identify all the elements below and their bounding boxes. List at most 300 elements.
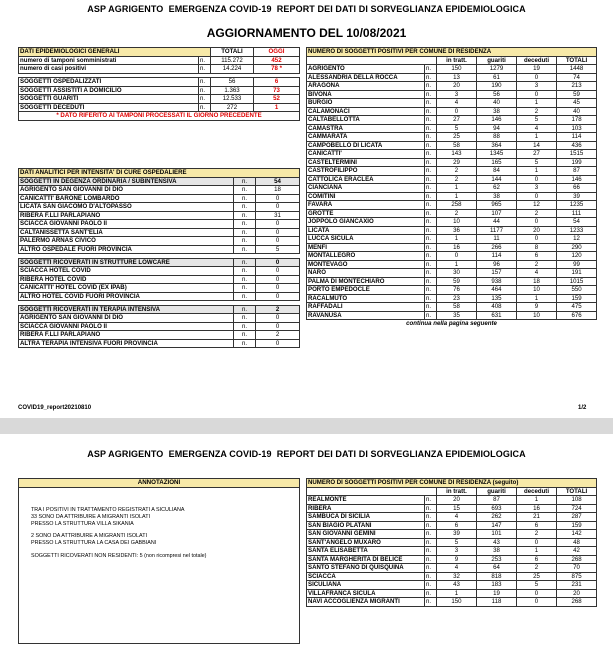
table-row bbox=[19, 331, 300, 340]
table-cell: 262 bbox=[477, 513, 517, 522]
table-cell: 2 bbox=[437, 175, 477, 184]
table-row bbox=[307, 572, 597, 581]
table-cell: SAN BIAGIO PLATANI bbox=[307, 521, 425, 530]
table-cell: 287 bbox=[557, 513, 597, 522]
table-cell: n. bbox=[425, 294, 437, 303]
table-cell: 199 bbox=[557, 158, 597, 167]
report-page-2 bbox=[0, 434, 613, 653]
table-cell: 0 bbox=[256, 203, 300, 212]
table-cell: n. bbox=[425, 496, 437, 505]
table-cell: CALAMONACI bbox=[307, 107, 425, 116]
table-cell: 1 bbox=[437, 235, 477, 244]
table-cell: 96 bbox=[477, 260, 517, 269]
table-cell: 6 bbox=[517, 555, 557, 564]
table-cell: 5 bbox=[517, 158, 557, 167]
table-cell: NAVI ACCOGLIENZA MIGRANTI bbox=[307, 598, 425, 607]
table-cell: NUMERO DI SOGGETTI POSITIVI PER COMUNE DI RESIDENZA (seguito) bbox=[307, 479, 597, 488]
table-cell: CAMPOBELLO DI LICATA bbox=[307, 141, 425, 150]
table-cell: SOGGETTI RICOVERATI IN STRUTTURE LOWCARE bbox=[19, 258, 234, 267]
table-cell: 1 bbox=[517, 496, 557, 505]
table-cell: 39 bbox=[557, 192, 597, 201]
table-cell: 21 bbox=[517, 513, 557, 522]
table-cell: 268 bbox=[557, 555, 597, 564]
table-cell: n. bbox=[234, 292, 256, 301]
table-cell: n. bbox=[425, 260, 437, 269]
table-row bbox=[307, 201, 597, 210]
table-row bbox=[307, 243, 597, 252]
table-cell: n. bbox=[425, 235, 437, 244]
table-cell: 70 bbox=[557, 564, 597, 573]
table-cell: n. bbox=[425, 133, 437, 142]
table-cell: SOGGETTI RICOVERATI IN TERAPIA INTENSIVA bbox=[19, 305, 234, 314]
table-cell: n. bbox=[425, 269, 437, 278]
update-title: AGGIORNAMENTO DEL 10/08/2021 bbox=[206, 26, 407, 40]
table-cell: 183 bbox=[477, 581, 517, 590]
table-cell: 0 bbox=[256, 292, 300, 301]
table-cell: 1515 bbox=[557, 150, 597, 159]
hospital-data-table bbox=[18, 168, 300, 348]
table-cell: 1177 bbox=[477, 226, 517, 235]
comuni-header-row bbox=[307, 487, 597, 496]
table-cell: 157 bbox=[477, 269, 517, 278]
table-cell: 30 bbox=[437, 269, 477, 278]
table-cell: 9 bbox=[437, 555, 477, 564]
table-row bbox=[307, 277, 597, 286]
table-cell: 35 bbox=[437, 311, 477, 320]
table-cell: 0 bbox=[256, 228, 300, 237]
table-cell: REALMONTE bbox=[307, 496, 425, 505]
table-cell: 87 bbox=[557, 167, 597, 176]
table-cell: n. bbox=[425, 277, 437, 286]
table-cell: 114 bbox=[477, 252, 517, 261]
table-row bbox=[307, 65, 597, 74]
table-cell: 43 bbox=[437, 581, 477, 590]
table-cell: n. bbox=[425, 209, 437, 218]
table-row bbox=[19, 95, 300, 104]
table-cell: MONTEVAGO bbox=[307, 260, 425, 269]
table-row bbox=[307, 496, 597, 505]
table-row bbox=[307, 564, 597, 573]
hospital-title-row bbox=[19, 169, 300, 178]
table-cell: 13 bbox=[437, 73, 477, 82]
table-row bbox=[307, 303, 597, 312]
table-cell: 1.363 bbox=[211, 86, 254, 95]
table-cell: n. bbox=[425, 226, 437, 235]
table-cell: 1235 bbox=[557, 201, 597, 210]
table-cell: n. bbox=[425, 504, 437, 513]
table-cell: 54 bbox=[256, 177, 300, 186]
table-cell: n. bbox=[234, 237, 256, 246]
table-cell: 1 bbox=[437, 192, 477, 201]
table-cell: TOTALI bbox=[557, 56, 597, 65]
table-cell: n. bbox=[234, 258, 256, 267]
table-cell: 56 bbox=[211, 78, 254, 87]
table-cell: 1 bbox=[254, 103, 300, 112]
table-cell: 550 bbox=[557, 286, 597, 295]
table-cell: n. bbox=[425, 581, 437, 590]
table-cell: RIBERA F.LLI PARLAPIANO bbox=[19, 211, 234, 220]
table-cell: CAMMARATA bbox=[307, 133, 425, 142]
table-cell: 147 bbox=[477, 521, 517, 530]
table-cell: 73 bbox=[254, 86, 300, 95]
table-cell: guariti bbox=[477, 56, 517, 65]
table-cell: 4 bbox=[437, 99, 477, 108]
table-cell: 1 bbox=[517, 294, 557, 303]
table-row bbox=[307, 260, 597, 269]
table-cell: 1233 bbox=[557, 226, 597, 235]
annotation-line: 33 SONO DA ATTRIBUIRE A MIGRANTI ISOLATI bbox=[31, 513, 151, 520]
table-cell: n. bbox=[425, 201, 437, 210]
table-cell: 0 bbox=[437, 107, 477, 116]
table-cell: 0 bbox=[256, 220, 300, 229]
table-row bbox=[19, 322, 300, 331]
table-cell: 191 bbox=[557, 269, 597, 278]
table-row bbox=[307, 547, 597, 556]
table-cell: MONTALLEGRO bbox=[307, 252, 425, 261]
table-cell: 0 bbox=[437, 252, 477, 261]
table-row bbox=[19, 103, 300, 112]
table-cell: RIBERA F.LLI PARLAPIANO bbox=[19, 331, 234, 340]
table-cell: VILLAFRANCA SICULA bbox=[307, 589, 425, 598]
table-cell: n. bbox=[199, 103, 211, 112]
annotation-line: PRESSO LA STRUTTURA LA CASA DEI GABBIANI bbox=[31, 540, 157, 547]
table-cell: 142 bbox=[557, 530, 597, 539]
footer-filename: COVID19_report20210810 bbox=[18, 405, 92, 411]
table-cell: 178 bbox=[557, 116, 597, 125]
table-cell: PALERMO ARNAS CIVICO bbox=[19, 237, 234, 246]
table-cell: 59 bbox=[557, 90, 597, 99]
annotation-line: PRESSO LA STRUTTURA VILLA SIKANIA bbox=[31, 520, 134, 527]
table-row bbox=[307, 504, 597, 513]
table-cell: continua nella pagina seguente bbox=[406, 320, 497, 328]
table-cell: 16 bbox=[437, 243, 477, 252]
table-cell: n. bbox=[234, 314, 256, 323]
table-row bbox=[307, 218, 597, 227]
table-cell: 27 bbox=[517, 150, 557, 159]
table-cell: n. bbox=[234, 284, 256, 293]
table-cell: 115.272 bbox=[211, 56, 254, 65]
table-cell: n. bbox=[234, 245, 256, 254]
table-cell: 14.224 bbox=[211, 65, 254, 74]
table-cell: n. bbox=[425, 547, 437, 556]
table-cell: 38 bbox=[477, 192, 517, 201]
table-cell: SOGGETTI GUARITI bbox=[19, 95, 199, 104]
table-cell: 938 bbox=[477, 277, 517, 286]
table-cell: 0 bbox=[256, 258, 300, 267]
table-cell: 6 bbox=[254, 78, 300, 87]
page-header: ASP AGRIGENTO EMERGENZA COVID-19 REPORT DEI DATI DI SORVEGLIANZA EPIDEMIOLOGICA bbox=[87, 4, 526, 14]
table-cell: AGRIGENTO SAN GIOVANNI DI DIO bbox=[19, 314, 234, 323]
table-cell: 103 bbox=[557, 124, 597, 133]
table-cell: 452 bbox=[254, 56, 300, 65]
table-cell: LUCCA SICULA bbox=[307, 235, 425, 244]
table-row bbox=[307, 294, 597, 303]
table-cell: 1 bbox=[517, 99, 557, 108]
table-cell: 10 bbox=[517, 286, 557, 295]
table-cell: 120 bbox=[557, 252, 597, 261]
table-cell: 18 bbox=[256, 186, 300, 195]
page-header-2: ASP AGRIGENTO EMERGENZA COVID-19 REPORT DEI DATI DI SORVEGLIANZA EPIDEMIOLOGICA bbox=[87, 449, 526, 459]
table-cell: 290 bbox=[557, 243, 597, 252]
table-row bbox=[307, 141, 597, 150]
table-cell: ALTRA TERAPIA INTENSIVA FUORI PROVINCIA bbox=[19, 339, 234, 348]
table-cell: n. bbox=[234, 275, 256, 284]
table-cell: 1 bbox=[517, 547, 557, 556]
table-cell: n. bbox=[425, 555, 437, 564]
table-row bbox=[19, 292, 300, 301]
table-cell: 0 bbox=[517, 73, 557, 82]
table-cell: DATI ANALITICI PER INTENSITA' DI CURE OSPEDALIERE bbox=[19, 169, 300, 178]
table-cell: 1 bbox=[517, 133, 557, 142]
table-cell: 19 bbox=[517, 65, 557, 74]
table-cell: deceduti bbox=[517, 487, 557, 496]
table-cell: 724 bbox=[557, 504, 597, 513]
table-cell: 32 bbox=[437, 572, 477, 581]
table-cell: n. bbox=[425, 141, 437, 150]
table-cell: 408 bbox=[477, 303, 517, 312]
table-cell: n. bbox=[425, 564, 437, 573]
table-cell: 29 bbox=[437, 158, 477, 167]
table-row bbox=[19, 177, 300, 186]
table-cell: 66 bbox=[557, 184, 597, 193]
table-cell: 693 bbox=[477, 504, 517, 513]
table-cell: n. bbox=[425, 167, 437, 176]
table-row bbox=[307, 209, 597, 218]
table-cell: n. bbox=[234, 339, 256, 348]
table-cell: 9 bbox=[517, 303, 557, 312]
table-cell: 76 bbox=[437, 286, 477, 295]
table-cell: CANICATTI' HOTEL COVID (EX IPAB) bbox=[19, 284, 234, 293]
table-cell: n. bbox=[234, 228, 256, 237]
table-cell: 40 bbox=[557, 107, 597, 116]
table-cell: 253 bbox=[477, 555, 517, 564]
table-cell: 965 bbox=[477, 201, 517, 210]
table-cell: SOGGETTI ASSISTITI A DOMICILIO bbox=[19, 86, 199, 95]
table-cell: 6 bbox=[437, 521, 477, 530]
comuni-title-row bbox=[307, 48, 597, 57]
table-cell: 4 bbox=[517, 124, 557, 133]
table-cell: n. bbox=[425, 107, 437, 116]
table-cell: 0 bbox=[256, 267, 300, 276]
table-cell: MENFI bbox=[307, 243, 425, 252]
table-row bbox=[307, 286, 597, 295]
table-row bbox=[19, 211, 300, 220]
general-data-table bbox=[18, 47, 300, 121]
table-cell: 4 bbox=[437, 513, 477, 522]
table-cell: 43 bbox=[477, 538, 517, 547]
table-cell: TOTALI bbox=[557, 487, 597, 496]
table-cell: 190 bbox=[477, 82, 517, 91]
table-cell: CAMASTRA bbox=[307, 124, 425, 133]
table-cell: n. bbox=[234, 305, 256, 314]
table-row bbox=[307, 252, 597, 261]
table-cell: 165 bbox=[477, 158, 517, 167]
table-cell: 213 bbox=[557, 82, 597, 91]
table-cell: SAN GIOVANNI GEMINI bbox=[307, 530, 425, 539]
table-cell: SANT'ANGELO MUXARO bbox=[307, 538, 425, 547]
table-cell: CASTELTERMINI bbox=[307, 158, 425, 167]
table-cell: 0 bbox=[256, 339, 300, 348]
table-cell: 44 bbox=[477, 218, 517, 227]
table-cell: FAVARA bbox=[307, 201, 425, 210]
table-cell: numero di tamponi somministrati bbox=[19, 56, 199, 65]
table-cell: 10 bbox=[437, 218, 477, 227]
table-cell: 10 bbox=[517, 311, 557, 320]
table-cell: n. bbox=[234, 331, 256, 340]
table-cell: AGRIGENTO bbox=[307, 65, 425, 74]
table-row bbox=[307, 116, 597, 125]
table-cell: 14 bbox=[517, 141, 557, 150]
table-cell: OGGI bbox=[254, 48, 300, 57]
table-cell: 118 bbox=[477, 598, 517, 607]
table-cell: CALTANISSETTA SANT'ELIA bbox=[19, 228, 234, 237]
table-cell: 25 bbox=[517, 572, 557, 581]
table-cell: 0 bbox=[517, 598, 557, 607]
table-cell: 3 bbox=[437, 547, 477, 556]
table-cell: 19 bbox=[477, 589, 517, 598]
table-row bbox=[19, 228, 300, 237]
table-cell: ALESSANDRIA DELLA ROCCA bbox=[307, 73, 425, 82]
table-cell: 52 bbox=[254, 95, 300, 104]
table-cell: 3 bbox=[517, 82, 557, 91]
table-cell: ALTRO HOTEL COVID FUORI PROVINCIA bbox=[19, 292, 234, 301]
table-cell: RAVANUSA bbox=[307, 311, 425, 320]
table-cell: n. bbox=[425, 303, 437, 312]
table-cell: 0 bbox=[517, 218, 557, 227]
table-cell: SAMBUCA DI SICILIA bbox=[307, 513, 425, 522]
table-cell: 146 bbox=[557, 175, 597, 184]
table-cell: numero di casi positivi bbox=[19, 65, 199, 74]
table-row bbox=[307, 184, 597, 193]
table-row bbox=[307, 192, 597, 201]
table-cell: 818 bbox=[477, 572, 517, 581]
table-cell: 31 bbox=[256, 211, 300, 220]
table-cell: 64 bbox=[477, 564, 517, 573]
table-cell: AGRIGENTO SAN GIOVANNI DI DIO bbox=[19, 186, 234, 195]
table-cell: 25 bbox=[437, 133, 477, 142]
table-cell: 45 bbox=[557, 99, 597, 108]
table-cell: CANICATTI' BARONE LOMBARDO bbox=[19, 194, 234, 203]
table-cell: 48 bbox=[557, 538, 597, 547]
annotations-box bbox=[18, 478, 300, 644]
table-cell: n. bbox=[425, 521, 437, 530]
table-cell: 272 bbox=[211, 103, 254, 112]
table-cell: 101 bbox=[477, 530, 517, 539]
table-cell: 42 bbox=[557, 547, 597, 556]
table-cell: n. bbox=[425, 175, 437, 184]
table-cell: 3 bbox=[517, 184, 557, 193]
comuni-header-row bbox=[307, 56, 597, 65]
table-cell: n. bbox=[199, 65, 211, 74]
table-cell: 2 bbox=[517, 260, 557, 269]
table-cell: 1345 bbox=[477, 150, 517, 159]
table-cell: n. bbox=[425, 252, 437, 261]
table-cell: n. bbox=[425, 124, 437, 133]
table-cell: SCIACCA GIOVANNI PAOLO II bbox=[19, 220, 234, 229]
table-row bbox=[19, 56, 300, 65]
table-cell: n. bbox=[234, 186, 256, 195]
table-cell: 20 bbox=[437, 82, 477, 91]
table-cell: 6 bbox=[517, 521, 557, 530]
table-cell: NUMERO DI SOGGETTI POSITIVI PER COMUNE DI RESIDENZA bbox=[307, 48, 597, 57]
table-cell: 1279 bbox=[477, 65, 517, 74]
table-cell: in tratt. bbox=[437, 487, 477, 496]
annotations-title: ANNOTAZIONI bbox=[19, 479, 299, 488]
table-cell: 8 bbox=[517, 243, 557, 252]
table-cell: 266 bbox=[477, 243, 517, 252]
table-cell: SCIACCA GIOVANNI PAOLO II bbox=[19, 322, 234, 331]
table-cell: 364 bbox=[477, 141, 517, 150]
table-cell: 114 bbox=[557, 133, 597, 142]
table-cell: 144 bbox=[477, 175, 517, 184]
table-cell: n. bbox=[199, 95, 211, 104]
table-cell: DATI EPIDEMIOLOGICI GENERALI bbox=[19, 48, 211, 57]
table-cell: ALTRO OSPEDALE FUORI PROVINCIA bbox=[19, 245, 234, 254]
table-row bbox=[19, 86, 300, 95]
table-cell: 258 bbox=[437, 201, 477, 210]
table-cell: 18 bbox=[517, 277, 557, 286]
table-cell: 2 bbox=[517, 107, 557, 116]
table-cell: n. bbox=[234, 203, 256, 212]
table-cell: 6 bbox=[517, 252, 557, 261]
table-cell: SCIACCA bbox=[307, 572, 425, 581]
table-cell: 2 bbox=[256, 305, 300, 314]
table-row bbox=[19, 203, 300, 212]
table-row bbox=[307, 82, 597, 91]
table-cell: 5 bbox=[256, 245, 300, 254]
table-cell: 676 bbox=[557, 311, 597, 320]
table-row bbox=[307, 538, 597, 547]
table-cell: n. bbox=[234, 211, 256, 220]
table-cell: 159 bbox=[557, 521, 597, 530]
table-cell: 38 bbox=[477, 107, 517, 116]
table-cell: 146 bbox=[477, 116, 517, 125]
table-cell: SOGGETTI IN DEGENZA ORDINARIA / SUBINTENSIVA bbox=[19, 177, 234, 186]
table-cell: n. bbox=[425, 589, 437, 598]
table-cell: n. bbox=[199, 86, 211, 95]
table-row bbox=[307, 555, 597, 564]
table-cell: 0 bbox=[517, 90, 557, 99]
table-cell: 12 bbox=[557, 235, 597, 244]
table-cell: 40 bbox=[477, 99, 517, 108]
table-cell: 38 bbox=[477, 547, 517, 556]
table-cell: SCIACCA HOTEL COVID bbox=[19, 267, 234, 276]
table-cell: 1015 bbox=[557, 277, 597, 286]
table-cell: CALTABELLOTTA bbox=[307, 116, 425, 125]
table-cell: RAFFADALI bbox=[307, 303, 425, 312]
table-row bbox=[307, 513, 597, 522]
table-cell: 631 bbox=[477, 311, 517, 320]
table-cell: n. bbox=[425, 598, 437, 607]
table-cell: 0 bbox=[256, 314, 300, 323]
annotations-text bbox=[31, 507, 206, 560]
table-row bbox=[19, 258, 300, 267]
table-cell: * DATO RIFERITO AI TAMPONI PROCESSATI IL GIORNO PRECEDENTE bbox=[19, 112, 300, 121]
table-cell: n. bbox=[234, 177, 256, 186]
table-row bbox=[307, 226, 597, 235]
table-cell: LICATA bbox=[307, 226, 425, 235]
table-cell: 62 bbox=[477, 184, 517, 193]
table-cell: n. bbox=[425, 82, 437, 91]
table-cell: 58 bbox=[437, 303, 477, 312]
table-cell: 5 bbox=[517, 581, 557, 590]
table-cell: 875 bbox=[557, 572, 597, 581]
table-row bbox=[19, 245, 300, 254]
table-row bbox=[307, 150, 597, 159]
table-cell: 58 bbox=[437, 141, 477, 150]
table-cell: 2 bbox=[256, 331, 300, 340]
table-cell: n. bbox=[234, 267, 256, 276]
